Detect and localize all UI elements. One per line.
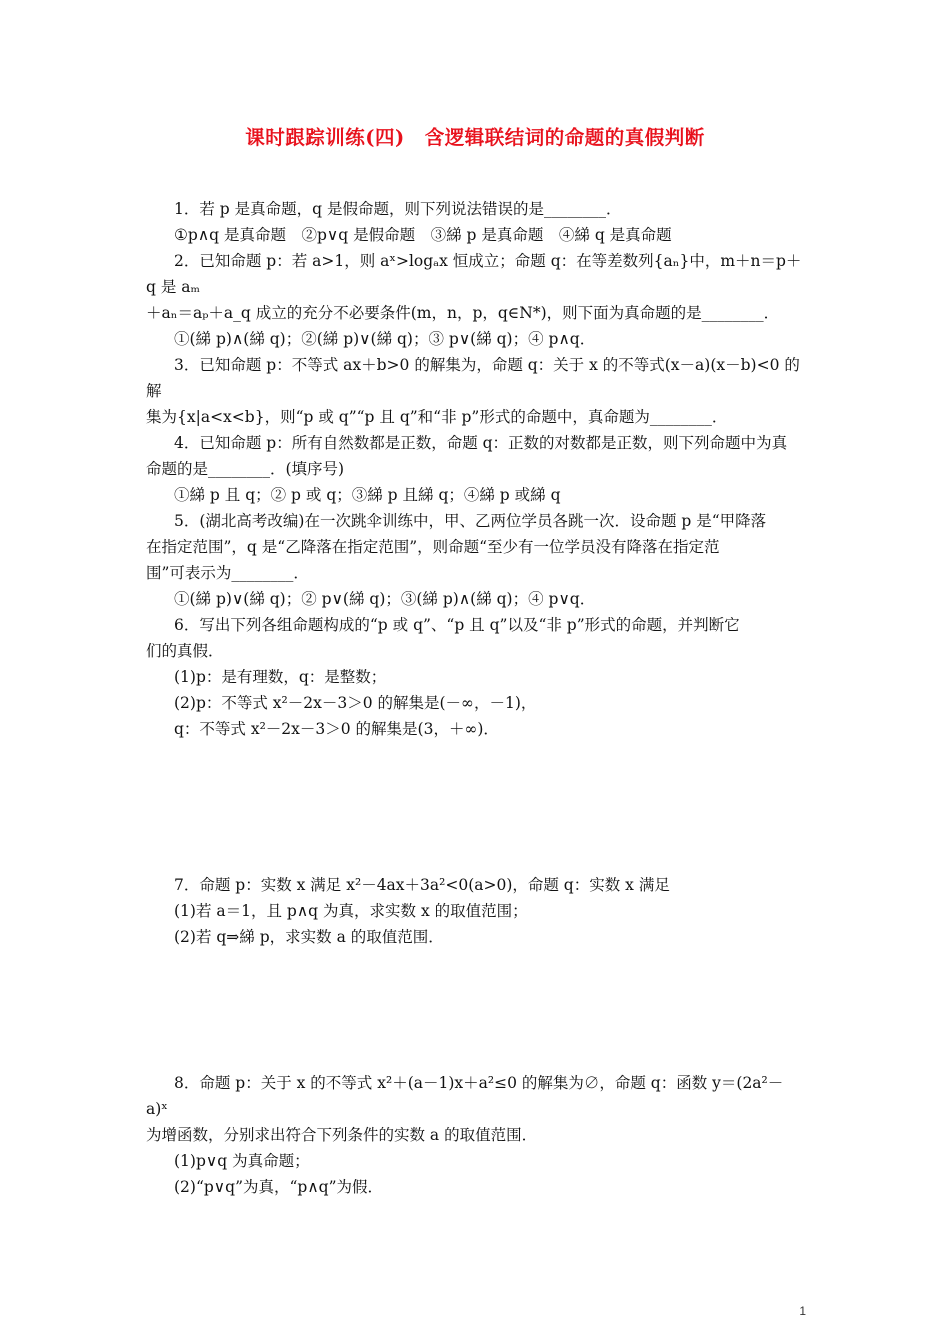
question-5-line-3: 围”可表示为________．: [146, 564, 309, 582]
question-8-line-1: 8．命题 p：关于 x 的不等式 x²＋(a－1)x＋a²≤0 的解集为∅，命题 q：函数 y＝(2a²－a)ˣ: [146, 1074, 784, 1118]
question-2-line-1: 2．已知命题 p：若 a>1，则 aˣ>logₐx 恒成立；命题 q：在等差数列{aₙ}中，m＋n＝p＋q 是 aₘ: [146, 252, 802, 296]
question-6-sub-1: (1)p：是有理数，q：是整数；: [174, 668, 387, 686]
question-6: [146, 612, 804, 742]
question-7-line-1: 7．命题 p：实数 x 满足 x²－4ax＋3a²<0(a>0)，命题 q：实数 x 满足: [174, 876, 670, 894]
question-3-line-1: 3．已知命题 p：不等式 ax＋b>0 的解集为，命题 q：关于 x 的不等式(x－a)(x－b)<0 的解: [146, 356, 800, 400]
question-8: [146, 1070, 804, 1200]
question-7-sub-1: (1)若 a＝1，且 p∧q 为真，求实数 x 的取值范围；: [174, 902, 528, 920]
question-1-stem: 1．若 p 是真命题，q 是假命题，则下列说法错误的是________．: [174, 200, 622, 218]
question-7-sub-2: (2)若 q⇒綈 p，求实数 a 的取值范围．: [174, 928, 444, 946]
question-2-options: ①(綈 p)∧(綈 q)；②(綈 p)∨(綈 q)；③ p∨(綈 q)；④ p∧q．: [174, 330, 596, 348]
question-7: [146, 872, 804, 950]
question-8-line-2: 为增函数，分别求出符合下列条件的实数 a 的取值范围．: [146, 1126, 538, 1144]
question-2: [146, 248, 804, 352]
question-6-line-2: 们的真假．: [146, 642, 224, 660]
question-4-line-2: 命题的是________．(填序号): [146, 460, 345, 478]
question-6-sub-2b: q：不等式 x²－2x－3＞0 的解集是(3，＋∞)．: [174, 720, 499, 738]
question-5: [146, 508, 804, 612]
question-3: [146, 352, 804, 430]
question-8-sub-1: (1)p∨q 为真命题；: [174, 1152, 310, 1170]
page-number: 1: [799, 1304, 806, 1318]
question-8-sub-2: (2)“p∨q”为真，“p∧q”为假．: [174, 1178, 384, 1196]
question-5-line-1: 5．(湖北高考改编)在一次跳伞训练中，甲、乙两位学员各跳一次．设命题 p 是“甲降落: [174, 512, 767, 530]
question-5-options: ①(綈 p)∨(綈 q)；② p∨(綈 q)；③(綈 p)∧(綈 q)；④ p∨q．: [174, 590, 596, 608]
question-5-line-2: 在指定范围”，q 是“乙降落在指定范围”，则命题“至少有一位学员没有降落在指定范: [146, 538, 720, 556]
question-4-line-1: 4．已知命题 p：所有自然数都是正数，命题 q：正数的对数都是正数，则下列命题中为真: [174, 434, 788, 452]
question-2-line-2: ＋aₙ＝aₚ＋a_q 成立的充分不必要条件(m，n，p，q∈N*)，则下面为真命题的是________．: [146, 304, 780, 322]
question-3-line-2: 集为{x|a<x<b}，则“p 或 q”“p 且 q”和“非 p”形式的命题中，真命题为________．: [146, 408, 728, 426]
question-4-options: ①綈 p 且 q；② p 或 q；③綈 p 且綈 q；④綈 p 或綈 q: [174, 486, 561, 504]
page-title: 课时跟踪训练(四) 含逻辑联结词的命题的真假判断: [245, 126, 705, 149]
question-6-sub-2a: (2)p：不等式 x²－2x－3＞0 的解集是(－∞，－1)，: [174, 694, 537, 712]
question-4: [146, 430, 804, 508]
question-6-line-1: 6．写出下列各组命题构成的“p 或 q”、“p 且 q”以及“非 p”形式的命题，并判断它: [174, 616, 740, 634]
question-1: [146, 196, 804, 248]
question-1-options: ①p∧q 是真命题 ②p∨q 是假命题 ③綈 p 是真命题 ④綈 q 是真命题: [174, 226, 672, 244]
